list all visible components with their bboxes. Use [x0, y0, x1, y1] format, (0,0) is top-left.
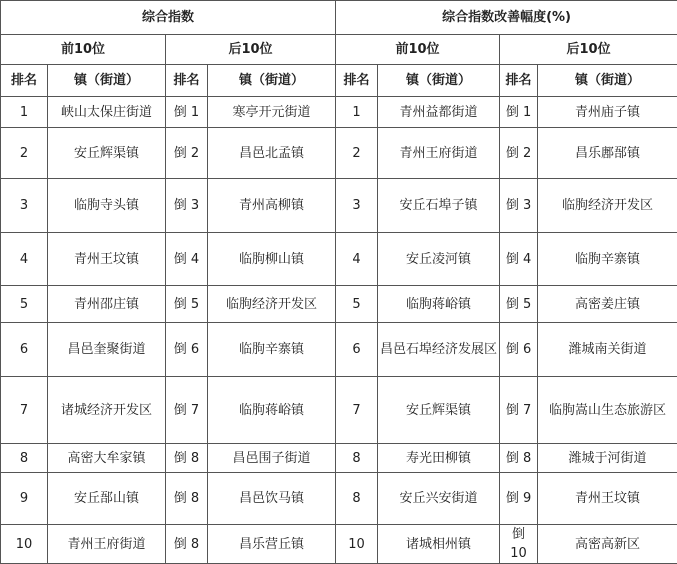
- rank-cell: 9: [1, 473, 48, 525]
- rank-cell: 4: [336, 233, 378, 286]
- town-cell: 临朐经济开发区: [538, 179, 677, 233]
- town-cell: 临朐柳山镇: [208, 233, 336, 286]
- rank-cell: 7: [1, 377, 48, 444]
- town-cell: 青州庙子镇: [538, 97, 677, 128]
- town-cell: 临朐嵩山生态旅游区: [538, 377, 677, 444]
- town-cell: 临朐蒋峪镇: [208, 377, 336, 444]
- rank-cell: 倒 2: [166, 128, 208, 179]
- header-top10-composite: 前10位: [1, 35, 166, 65]
- rank-cell: 2: [1, 128, 48, 179]
- town-cell: 安丘郚山镇: [48, 473, 166, 525]
- town-cell: 青州王府街道: [48, 525, 166, 564]
- town-cell: 诸城相州镇: [378, 525, 500, 564]
- town-cell: 青州王府街道: [378, 128, 500, 179]
- town-cell: 昌邑奎聚街道: [48, 323, 166, 377]
- rank-cell: 7: [336, 377, 378, 444]
- rank-cell: 倒 1: [500, 97, 538, 128]
- rank-cell: 倒 6: [166, 323, 208, 377]
- town-cell: 昌邑石埠经济发展区: [378, 323, 500, 377]
- rank-cell: 8: [336, 473, 378, 525]
- town-cell: 临朐辛寨镇: [538, 233, 677, 286]
- town-cell: 临朐蒋峪镇: [378, 286, 500, 323]
- town-cell: 青州邵庄镇: [48, 286, 166, 323]
- rank-cell: 10: [336, 525, 378, 564]
- rank-cell: 倒 4: [166, 233, 208, 286]
- rank-cell: 8: [1, 444, 48, 473]
- col-town: 镇（街道）: [208, 65, 336, 97]
- header-bottom10-composite: 后10位: [166, 35, 336, 65]
- rank-cell: 3: [1, 179, 48, 233]
- rank-cell: 倒 8: [500, 444, 538, 473]
- table-row: [1, 444, 677, 473]
- header-bottom10-improvement: 后10位: [500, 35, 677, 65]
- rank-cell: 1: [336, 97, 378, 128]
- town-cell: 高密大牟家镇: [48, 444, 166, 473]
- town-cell: 潍城于河街道: [538, 444, 677, 473]
- table-row: [1, 233, 677, 286]
- town-cell: 高密高新区: [538, 525, 677, 564]
- town-cell: 安丘石埠子镇: [378, 179, 500, 233]
- rank-cell: 倒 8: [166, 444, 208, 473]
- town-cell: 昌邑围子街道: [208, 444, 336, 473]
- rank-cell: 倒 4: [500, 233, 538, 286]
- rank-cell: 4: [1, 233, 48, 286]
- rank-cell: 5: [1, 286, 48, 323]
- table-row: [1, 286, 677, 323]
- town-cell: 青州王坟镇: [538, 473, 677, 525]
- town-cell: 青州高柳镇: [208, 179, 336, 233]
- rank-cell: 倒 3: [166, 179, 208, 233]
- town-cell: 安丘辉渠镇: [48, 128, 166, 179]
- table-row: [1, 377, 677, 444]
- town-cell: 昌邑北孟镇: [208, 128, 336, 179]
- header-composite-index: 综合指数: [1, 1, 336, 35]
- town-cell: 昌乐鄌郚镇: [538, 128, 677, 179]
- rank-cell: 10: [1, 525, 48, 564]
- town-cell: 临朐辛寨镇: [208, 323, 336, 377]
- col-rank: 排名: [336, 65, 378, 97]
- town-cell: 昌邑饮马镇: [208, 473, 336, 525]
- town-cell: 峡山太保庄街道: [48, 97, 166, 128]
- town-cell: 潍城南关街道: [538, 323, 677, 377]
- table-row: [1, 128, 677, 179]
- rank-cell: 倒 6: [500, 323, 538, 377]
- rank-cell: 1: [1, 97, 48, 128]
- rank-cell: 倒 9: [500, 473, 538, 525]
- town-cell: 青州王坟镇: [48, 233, 166, 286]
- town-cell: 临朐经济开发区: [208, 286, 336, 323]
- col-rank: 排名: [500, 65, 538, 97]
- town-cell: 高密姜庄镇: [538, 286, 677, 323]
- table-row: [1, 179, 677, 233]
- header-row-subgroups: [1, 35, 677, 65]
- rank-cell: 倒 8: [166, 525, 208, 564]
- town-cell: 临朐寺头镇: [48, 179, 166, 233]
- rank-cell: 倒 5: [166, 286, 208, 323]
- rank-cell: 倒 10: [500, 525, 538, 564]
- town-cell: 安丘凌河镇: [378, 233, 500, 286]
- header-top10-improvement: 前10位: [336, 35, 500, 65]
- header-row-columns: [1, 65, 677, 97]
- rank-cell: 6: [336, 323, 378, 377]
- col-town: 镇（街道）: [48, 65, 166, 97]
- rank-cell: 6: [1, 323, 48, 377]
- col-town: 镇（街道）: [378, 65, 500, 97]
- rank-cell: 8: [336, 444, 378, 473]
- rank-cell: 倒 5: [500, 286, 538, 323]
- town-cell: 安丘兴安街道: [378, 473, 500, 525]
- rank-cell: 倒 1: [166, 97, 208, 128]
- table-row: [1, 97, 677, 128]
- rank-cell: 2: [336, 128, 378, 179]
- rank-cell: 倒 2: [500, 128, 538, 179]
- town-cell: 寒亭开元街道: [208, 97, 336, 128]
- table-row: [1, 473, 677, 525]
- town-cell: 昌乐营丘镇: [208, 525, 336, 564]
- col-town: 镇（街道）: [538, 65, 677, 97]
- col-rank: 排名: [166, 65, 208, 97]
- rank-cell: 3: [336, 179, 378, 233]
- col-rank: 排名: [1, 65, 48, 97]
- town-cell: 安丘辉渠镇: [378, 377, 500, 444]
- rank-cell: 5: [336, 286, 378, 323]
- header-improvement: 综合指数改善幅度(%): [336, 1, 677, 35]
- town-cell: 寿光田柳镇: [378, 444, 500, 473]
- header-row-groups: [1, 1, 677, 35]
- town-cell: 青州益都街道: [378, 97, 500, 128]
- rank-cell: 倒 7: [500, 377, 538, 444]
- rank-cell: 倒 8: [166, 473, 208, 525]
- rank-cell: 倒 3: [500, 179, 538, 233]
- town-cell: 诸城经济开发区: [48, 377, 166, 444]
- table-row: [1, 323, 677, 377]
- table-row: [1, 525, 677, 564]
- rank-cell: 倒 7: [166, 377, 208, 444]
